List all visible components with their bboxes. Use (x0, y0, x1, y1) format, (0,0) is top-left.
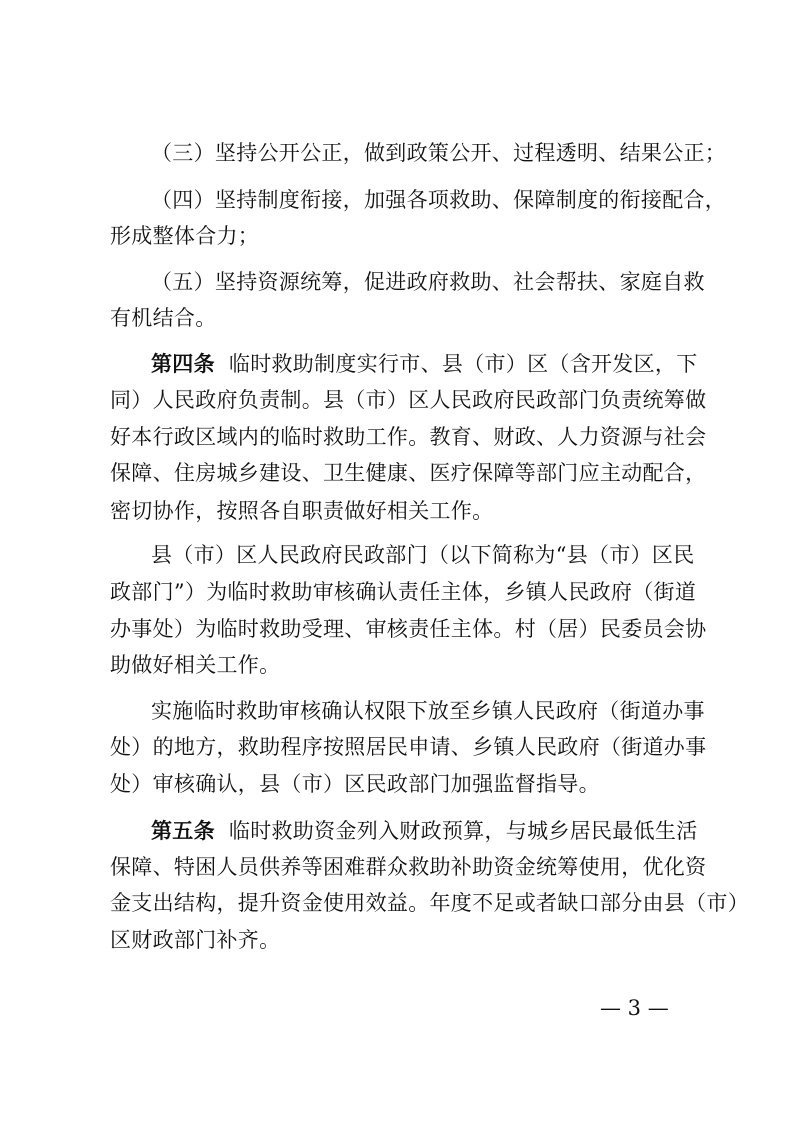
paragraph-line: 形成整体合力； (110, 224, 260, 248)
paragraph-line: 保障、特困人员供养等困难群众救助补助资金统筹使用，优化资 (110, 855, 707, 879)
paragraph-line: 政部门”）为临时救助审核确认责任主体，乡镇人民政府（街道 (110, 580, 697, 604)
paragraph-line: 县（市）区人民政府民政部门（以下简称为“县（市）区民 (151, 543, 695, 567)
paragraph-line: 处）审核确认，县（市）区民政部门加强监督指导。 (110, 772, 600, 796)
paragraph-line: 处）的地方，救助程序按照居民申请、乡镇人民政府（街道办事 (110, 735, 707, 759)
paragraph-line: 实施临时救助审核确认权限下放至乡镇人民政府（街道办事 (151, 699, 705, 723)
paragraph-line: 区财政部门补齐。 (110, 928, 281, 952)
paragraph-line: （三）坚持公开公正，做到政策公开、过程透明、结果公正； (151, 141, 727, 165)
paragraph-line: 密切协作，按照各自职责做好相关工作。 (110, 499, 494, 523)
article-label: 第四条 (151, 352, 215, 376)
article-5-heading-line: 第五条 临时救助资金列入财政预算，与城乡居民最低生活 (151, 819, 698, 843)
article-label: 第五条 (151, 819, 215, 843)
paragraph-line: 金支出结构，提升资金使用效益。年度不足或者缺口部分由县（市） (110, 891, 749, 915)
paragraph-line: 助做好相关工作。 (110, 653, 281, 677)
paragraph-line: 办事处）为临时救助受理、审核责任主体。村（居）民委员会协 (110, 617, 707, 641)
paragraph-line: 好本行政区域内的临时救助工作。教育、财政、人力资源与社会 (110, 425, 707, 449)
paragraph-line: 保障、住房城乡建设、卫生健康、医疗保障等部门应主动配合， (110, 461, 707, 485)
paragraph-line: 有机结合。 (110, 306, 217, 330)
paragraph-line: （五）坚持资源统筹，促进政府救助、社会帮扶、家庭自救 (151, 270, 705, 294)
article-4-heading-line: 第四条 临时救助制度实行市、县（市）区（含开发区，下 (151, 352, 698, 376)
paragraph-line: （四）坚持制度衔接，加强各项救助、保障制度的衔接配合， (151, 188, 727, 212)
page-number: — 3 — (600, 996, 669, 1020)
paragraph-line: 同）人民政府负责制。县（市）区人民政府民政部门负责统筹做 (110, 388, 707, 412)
